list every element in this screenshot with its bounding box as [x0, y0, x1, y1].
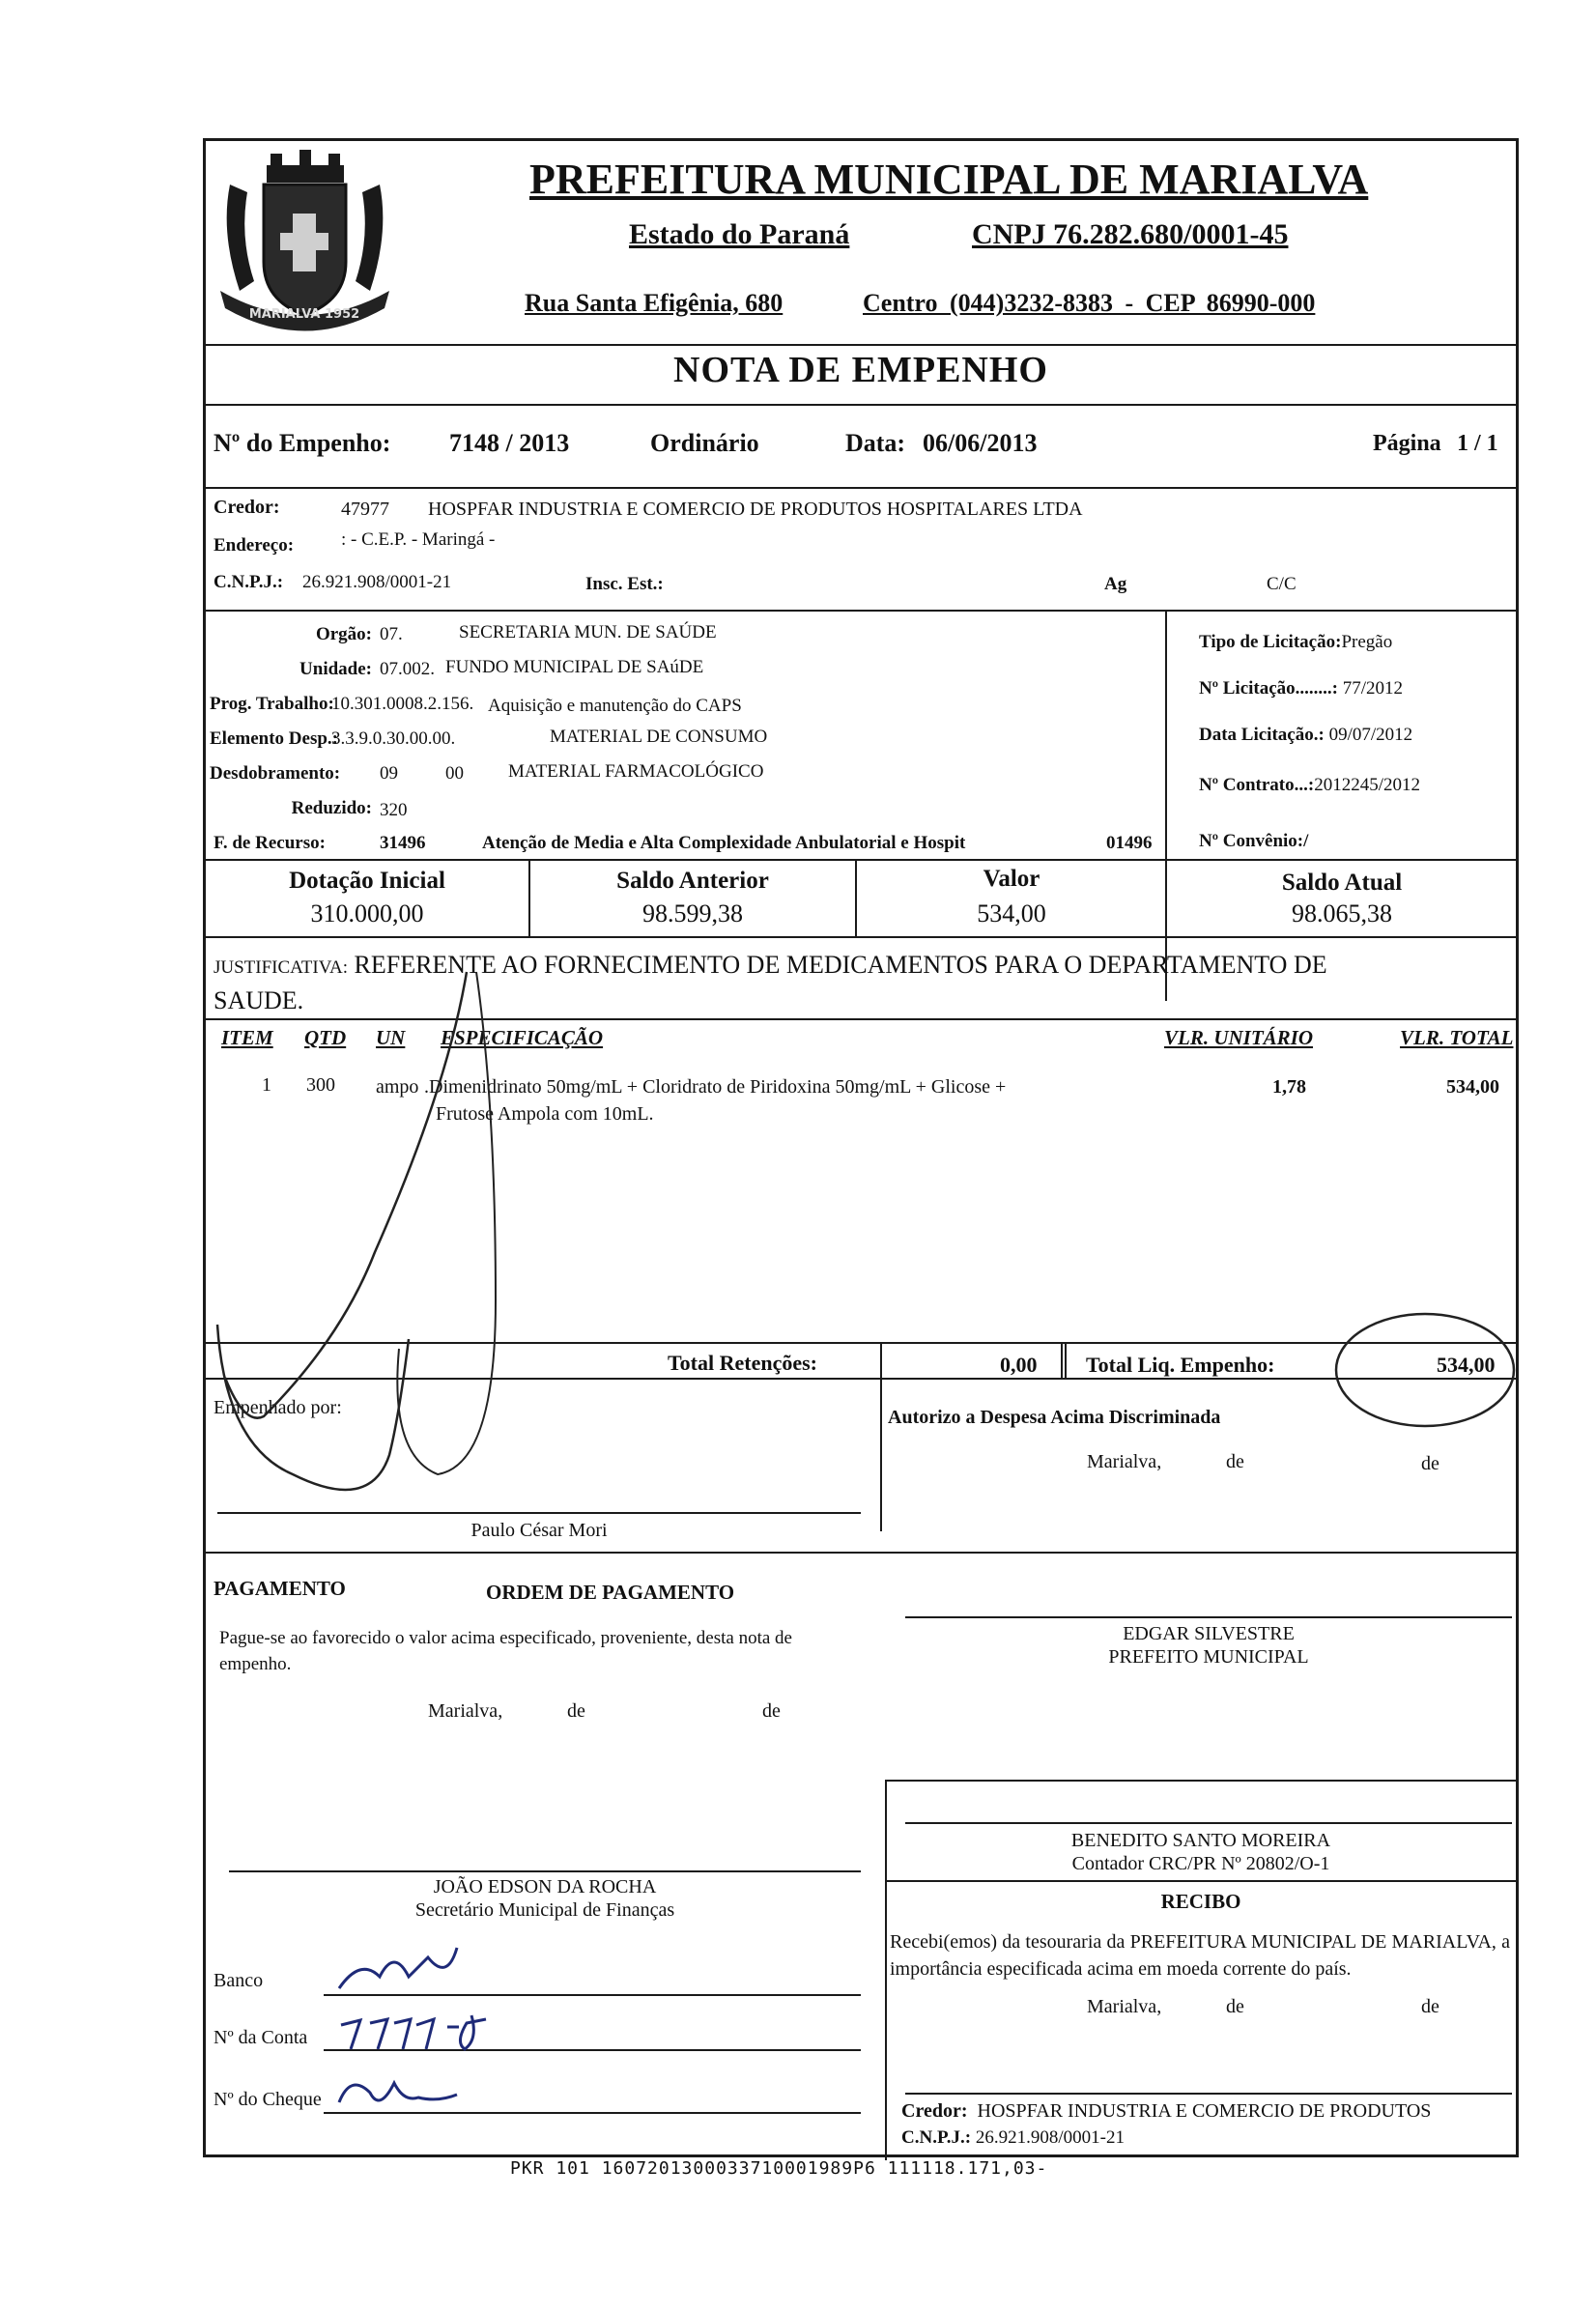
- credor-name: HOSPFAR INDUSTRIA E COMERCIO DE PRODUTOS HOSPITALARES LTDA: [428, 499, 1083, 520]
- col-header-un: UN: [376, 1026, 406, 1049]
- unidade-name: FUNDO MUNICIPAL DE SAúDE: [445, 657, 704, 677]
- nota-de-empenho-document: [203, 138, 1519, 2157]
- page-label: Página: [1373, 431, 1441, 456]
- justificativa-text-line-1: REFERENTE AO FORNECIMENTO DE MEDICAMENTOS PARA O DEPARTAMENTO DE: [354, 951, 1327, 979]
- dotacao-inicial-label: Dotação Inicial: [289, 868, 445, 894]
- page-title: PREFEITURA MUNICIPAL DE MARIALVA: [529, 156, 1369, 203]
- state-name: Estado do Paraná: [629, 218, 850, 250]
- empenho-date: 06/06/2013: [923, 429, 1038, 457]
- recibo-cnpj-label: C.N.P.J.:: [901, 2127, 972, 2148]
- empenho-kind: Ordinário: [650, 429, 759, 457]
- page-number: 1 / 1: [1457, 431, 1498, 456]
- licitacao-date: 09/07/2012: [1328, 725, 1413, 745]
- recibo-credor-row: [901, 2100, 1431, 2123]
- autorizo-de-2: de: [1421, 1453, 1439, 1474]
- street-address: Rua Santa Efigênia, 680: [525, 289, 784, 317]
- agency-label: Ag: [1104, 574, 1127, 594]
- item-quantity: 300: [306, 1074, 335, 1096]
- contrato-number: 2012245/2012: [1314, 775, 1420, 795]
- justificativa-block: [214, 949, 1327, 1017]
- item-total-value: 534,00: [1446, 1076, 1499, 1098]
- recibo-de-2: de: [1421, 1996, 1439, 2017]
- recibo-cnpj-row: [901, 2127, 1125, 2149]
- col-header-qtd: QTD: [304, 1026, 347, 1049]
- prog-trabalho-label: Prog. Trabalho:: [210, 694, 334, 714]
- fonte-recurso-number: 01496: [1106, 833, 1153, 853]
- empenho-date-label: Data:: [845, 429, 906, 457]
- credor-cnpj: 26.921.908/0001-21: [302, 572, 452, 592]
- saldo-anterior-label: Saldo Anterior: [616, 868, 769, 894]
- tipo-licitacao-value: Pregão: [1341, 632, 1393, 652]
- conta-handwritten-number: [341, 2015, 486, 2049]
- col-header-item: ITEM: [221, 1026, 273, 1049]
- banco-label: Banco: [214, 1970, 264, 1991]
- licitacao-date-row: [1199, 725, 1412, 746]
- pagamento-city: Marialva,: [428, 1700, 503, 1722]
- pagamento-de-1: de: [567, 1700, 585, 1722]
- item-number: 1: [262, 1074, 271, 1096]
- tipo-licitacao-label-text: Tipo de Licitação:: [1199, 632, 1342, 652]
- contador-name: BENEDITO SANTO MOREIRA: [1070, 1830, 1331, 1851]
- item-spec-line-2: Frutose Ampola com 10mL.: [436, 1103, 654, 1125]
- unidade-label: Unidade:: [299, 659, 372, 679]
- ordem-pagamento-label: ORDEM DE PAGAMENTO: [486, 1581, 735, 1604]
- justificativa-label: JUSTIFICATIVA:: [214, 957, 349, 978]
- credor-code: 47977: [341, 499, 389, 520]
- empenhado-signer: Paulo César Mori: [470, 1520, 608, 1541]
- tipo-licitacao-label: [1199, 632, 1392, 653]
- credor-cnpj-label: C.N.P.J.:: [214, 572, 284, 592]
- desdobramento-code-1: 09: [380, 763, 398, 784]
- item-unit-value: 1,78: [1272, 1076, 1306, 1098]
- desdobramento-code-2: 00: [445, 763, 464, 784]
- valor-label: Valor: [983, 866, 1040, 892]
- account-label: C/C: [1267, 574, 1297, 594]
- unidade-code: 07.002.: [380, 659, 435, 679]
- credor-label: Credor:: [214, 497, 280, 518]
- recibo-credor-label: Credor:: [901, 2100, 968, 2122]
- municipal-coat-of-arms: [211, 146, 399, 334]
- prefeito-name: EDGAR SILVESTRE: [1123, 1623, 1295, 1644]
- svg-text:MARIALVA 1952: MARIALVA 1952: [248, 307, 360, 322]
- prog-trabalho-name: Aquisição e manutenção do CAPS: [488, 696, 742, 716]
- item-unit: ampo: [376, 1076, 419, 1098]
- secretario-name: JOÃO EDSON DA ROCHA: [433, 1876, 657, 1897]
- pagamento-de-2: de: [762, 1700, 781, 1722]
- orgao-name: SECRETARIA MUN. DE SAÚDE: [459, 622, 717, 642]
- recibo-de-1: de: [1226, 1996, 1244, 2017]
- pagamento-text: Pague-se ao favorecido o valor acima especificado, proveniente, desta nota de empenho.: [219, 1628, 792, 1674]
- conta-label: Nº da Conta: [214, 2027, 308, 2048]
- fonte-recurso-label: F. de Recurso:: [214, 833, 326, 853]
- cheque-label: Nº do Cheque: [214, 2089, 322, 2110]
- elemento-desp-label: Elemento Desp.:: [210, 728, 338, 749]
- contador-role: Contador CRC/PR Nº 20802/O-1: [1071, 1853, 1330, 1874]
- convenio-label: Nº Convênio:/: [1199, 831, 1309, 851]
- desdobramento-name: MATERIAL FARMACOLÓGICO: [508, 761, 764, 782]
- licitacao-number: 77/2012: [1342, 678, 1404, 699]
- licitacao-number-label: Nº Licitação........:: [1199, 678, 1338, 699]
- district-phone-cep: Centro (044)3232-8383 - CEP 86990-000: [863, 289, 1316, 317]
- recibo-city: Marialva,: [1087, 1996, 1162, 2017]
- insc-est-label: Insc. Est.:: [585, 574, 664, 594]
- recibo-label: RECIBO: [1160, 1890, 1241, 1913]
- orgao-code: 07.: [380, 624, 403, 644]
- licitacao-number-row: [1199, 678, 1403, 699]
- fonte-recurso-code: 31496: [380, 833, 426, 853]
- col-header-especificacao: ESPECIFICAÇÃO: [441, 1026, 604, 1049]
- contrato-row: [1199, 775, 1420, 796]
- total-retencoes-value: 0,00: [1000, 1353, 1038, 1377]
- saldo-atual-value: 98.065,38: [1292, 899, 1392, 927]
- item-spec-line-1: .Dimenidrinato 50mg/mL + Cloridrato de Piridoxina 50mg/mL + Glicose +: [424, 1076, 1007, 1098]
- secretario-role: Secretário Municipal de Finanças: [414, 1899, 675, 1921]
- total-liquido-label: Total Liq. Empenho:: [1086, 1353, 1275, 1377]
- autorizo-label: Autorizo a Despesa Acima Discriminada: [888, 1407, 1221, 1428]
- reduzido-label: Reduzido:: [291, 798, 372, 818]
- col-header-unit-value: VLR. UNITÁRIO: [1164, 1026, 1314, 1049]
- recibo-text: Recebi(emos) da tesouraria da PREFEITURA MUNICIPAL DE MARIALVA, a importância especificada acima em moeda corrente do país.: [890, 1931, 1510, 1980]
- autorizo-de-1: de: [1226, 1451, 1244, 1472]
- desdobramento-label: Desdobramento:: [210, 763, 341, 784]
- orgao-label: Orgão:: [315, 624, 372, 644]
- justificativa-text-line-2: SAUDE.: [214, 986, 304, 1014]
- cheque-signature: [339, 2083, 457, 2102]
- credor-address: : - C.E.P. - Maringá -: [341, 529, 496, 550]
- valor-value: 534,00: [977, 899, 1046, 927]
- empenho-number: 7148 / 2013: [449, 429, 570, 457]
- prefeito-role: PREFEITO MUNICIPAL: [1108, 1646, 1309, 1668]
- municipal-cnpj: CNPJ 76.282.680/0001-45: [972, 218, 1289, 250]
- autorizo-city: Marialva,: [1087, 1451, 1162, 1472]
- recibo-credor-name: HOSPFAR INDUSTRIA E COMERCIO DE PRODUTOS: [977, 2100, 1432, 2122]
- footer-barcode-code: PKR 101 1607201300033710001989P6 111118.171,03-: [510, 2158, 1048, 2179]
- recibo-cnpj: 26.921.908/0001-21: [975, 2127, 1125, 2148]
- empenhado-por-label: Empenhado por:: [214, 1397, 342, 1418]
- contrato-label: Nº Contrato...:: [1199, 775, 1315, 795]
- col-header-total-value: VLR. TOTAL: [1400, 1026, 1514, 1049]
- pagamento-label: PAGAMENTO: [214, 1577, 346, 1600]
- empenho-number-label: Nº do Empenho:: [214, 429, 391, 457]
- saldo-atual-label: Saldo Atual: [1281, 870, 1403, 896]
- elemento-desp-code: 3.3.9.0.30.00.00.: [331, 728, 456, 749]
- total-liquido-value: 534,00: [1437, 1353, 1496, 1377]
- banco-signature: [339, 1948, 457, 1988]
- fonte-recurso-name: Atenção de Media e Alta Complexidade Anbulatorial e Hospit: [482, 833, 966, 853]
- saldo-anterior-value: 98.599,38: [642, 899, 743, 927]
- licitacao-date-label: Data Licitação.:: [1199, 725, 1325, 745]
- prog-trabalho-code: 10.301.0008.2.156.: [331, 694, 474, 714]
- document-type-title: NOTA DE EMPENHO: [673, 350, 1048, 390]
- endereco-label: Endereço:: [214, 535, 295, 556]
- elemento-desp-name: MATERIAL DE CONSUMO: [550, 727, 768, 747]
- total-retencoes-label: Total Retenções:: [668, 1351, 817, 1375]
- dotacao-inicial-value: 310.000,00: [310, 899, 424, 927]
- reduzido-value: 320: [380, 800, 408, 820]
